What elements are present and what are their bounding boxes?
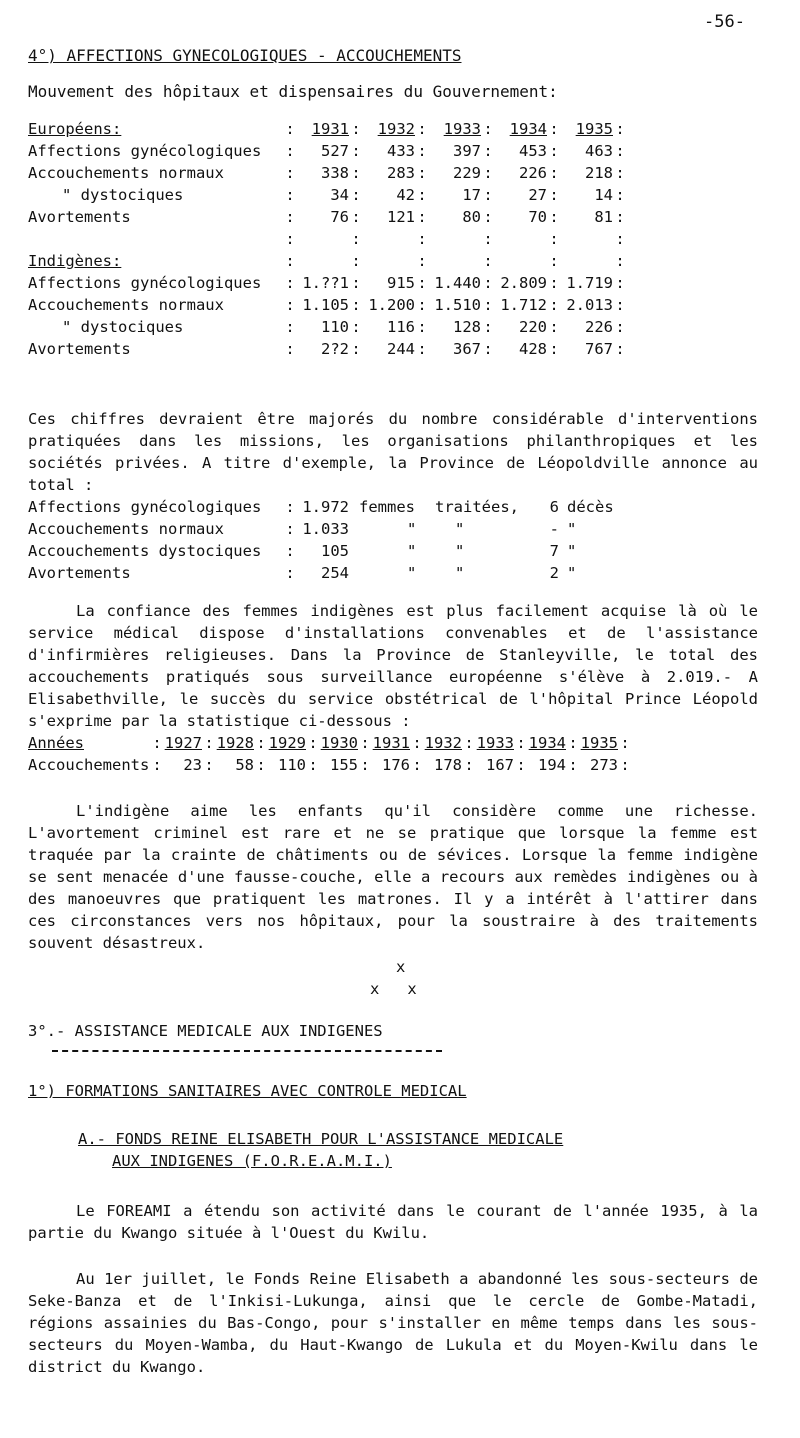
row-label: Accouchements normaux (28, 520, 224, 538)
hospital-statistics-table (28, 118, 627, 360)
table-row: Avortements : 2?2 : 244 : 367 : 428 : 767 : (28, 340, 625, 358)
row-label: Affections gynécologiques (28, 142, 262, 160)
row-label: " dystociques (62, 186, 184, 204)
table-cell: 155 (330, 756, 358, 774)
years-label: Années (28, 734, 84, 752)
table-cell: 2.809 (500, 274, 547, 292)
table-cell: 121 (387, 208, 415, 226)
table-row: Affections gynécologiques : 1.??1 : 915 : 1.440 : 2.809 : 1.719 : (28, 274, 625, 292)
table-cell: 453 (519, 142, 547, 160)
row-label: Accouchements normaux (28, 164, 224, 182)
table-row: " dystociques : 110 : 116 : 128 : 220 : 226 : (28, 316, 627, 338)
table-cell: " (455, 564, 465, 582)
table-row: Accouchements normaux : 1.033 " " - " (28, 518, 614, 540)
paragraph-missions: Ces chiffres devraient être majorés du nombre considérable d'interventions pratiquées dans les missions, les organisations philanthropiques et les sociétés privées. A titre d'exemple, la Province de Léopoldville annonce au total : (28, 410, 758, 494)
table-cell: 220 (519, 318, 547, 336)
table-cell: décès (567, 498, 614, 516)
table-row: Accouchements normaux : 338 : 283 : 229 : 226 : 218 : (28, 164, 625, 182)
row-label: Accouchements (28, 756, 150, 774)
table-cell: " (567, 542, 577, 560)
table-row: Affections gynécologiques : 527 : 433 : 397 : 453 : 463 : (28, 142, 625, 160)
table-cell: 128 (453, 318, 481, 336)
table-cell: 176 (382, 756, 410, 774)
table-cell: 226 (585, 318, 613, 336)
section3-dashed-rule (52, 1050, 442, 1052)
table-cell: 6 (549, 498, 559, 516)
table-cell: 254 (321, 564, 349, 582)
table-header-row: Années : 1927 : 1928 : 1929 : 1930 : 1931 : 1932 : 1933 : 1934 : 1935 : (28, 734, 630, 752)
year-header: 1932 (424, 734, 462, 752)
table-cell: " (455, 520, 465, 538)
table-row: Accouchements normaux : 1.105 : 1.200 : 1.510 : 1.712 : 2.013 : (28, 296, 625, 314)
table-cell: 226 (519, 164, 547, 182)
table-cell: 42 (396, 186, 415, 204)
year-header: 1934 (509, 120, 547, 138)
table-header-row: Européens: : 1931 : 1932 : 1933 : 1934 : 1935 : (28, 120, 625, 138)
row-label: Avortements (28, 340, 131, 358)
table-row: Accouchements : 23 : 58 : 110 : 155 : 176 : 178 : 167 : 194 : 273 : (28, 756, 630, 774)
subA-heading-line2: AUX INDIGENES (F.O.R.E.A.M.I.) (112, 1152, 392, 1170)
table-cell: " (407, 520, 417, 538)
year-header: 1935 (575, 120, 613, 138)
row-label: Avortements (28, 208, 131, 226)
table-spacer-row: : : : : : : (285, 230, 625, 248)
paragraph-abortion: L'indigène aime les enfants qu'il considère comme une richesse. L'avortement criminel est rare et ne se pratique que lorsque la femme est traquée par la crainte de châtiments ou de sévices. Lorsque la femme indigène se sent menacée d'une fausse-couche, elle a recours aux remèdes indigènes ou à des manoeuvres que pratiquent les matrones. Il y a intérêt à l'attirer dans ces circonstances vers nos hôpitaux, pour la soustraire à des traitements souvent désastreux. (28, 802, 758, 952)
table-cell: - (549, 520, 559, 538)
table-cell: 428 (519, 340, 547, 358)
paragraph-fonds-reine: Au 1er juillet, le Fonds Reine Elisabeth a abandonné les sous-secteurs de Seke-Banza et de l'Inkisi-Lukunga, ainsi que le cercle de Gombe-Matadi, régions assainies du Bas-Congo, pour s'installer en même temps dans les sous-secteurs du Moyen-Wamba, du Haut-Kwango de Lukula et du Moyen-Kwilu dans le district du Kwango. (28, 1270, 758, 1376)
table-cell: 80 (462, 208, 481, 226)
table-cell: 1.712 (500, 296, 547, 314)
page-number: -56- (704, 12, 745, 32)
table-cell: 229 (453, 164, 481, 182)
year-header: 1932 (377, 120, 415, 138)
table-cell: 2 (549, 564, 559, 582)
table-cell: 105 (321, 542, 349, 560)
table-cell: 1.440 (434, 274, 481, 292)
sub1-heading: 1°) FORMATIONS SANITAIRES AVEC CONTROLE MEDICAL (28, 1082, 467, 1100)
table-cell: 81 (594, 208, 613, 226)
table-cell: 1.??1 (302, 274, 349, 292)
table-cell: " (407, 564, 417, 582)
section3-heading: 3°.- ASSISTANCE MEDICALE AUX INDIGENES (28, 1022, 383, 1040)
table-cell: 273 (590, 756, 618, 774)
table-cell: 194 (538, 756, 566, 774)
table-cell: 218 (585, 164, 613, 182)
table-cell: 2.013 (566, 296, 613, 314)
table-cell: 1.105 (302, 296, 349, 314)
table-cell: 397 (453, 142, 481, 160)
table-cell: 244 (387, 340, 415, 358)
row-label: Accouchements normaux (28, 296, 224, 314)
table-cell: 70 (528, 208, 547, 226)
table-cell: 463 (585, 142, 613, 160)
europeans-label: Européens: (28, 120, 122, 138)
row-label: Affections gynécologiques (28, 498, 262, 516)
table-cell: 915 (387, 274, 415, 292)
table-cell: 433 (387, 142, 415, 160)
year-header: 1929 (268, 734, 306, 752)
paragraph-confidence: La confiance des femmes indigènes est plus facilement acquise là où le service médical dispose d'installations convenables et de l'assistance d'infirmières religieuses. Dans la Province de Stanleyville, le total des accouchements pratiqués sous surveillance européenne s'élève à 2.019.- A Elisabethville, le succès du service obstétrical de l'hôpital Prince Léopold s'exprime par la statistique ci-dessous : (28, 602, 758, 730)
table-cell: 283 (387, 164, 415, 182)
table-cell: 116 (387, 318, 415, 336)
year-header: 1927 (164, 734, 202, 752)
table-row: Affections gynécologiques : 1.972 femmes traitées, 6 décès (28, 498, 614, 516)
table-row: Avortements : 76 : 121 : 80 : 70 : 81 : (28, 208, 625, 226)
table-cell: 367 (453, 340, 481, 358)
year-header: 1928 (216, 734, 254, 752)
table-cell: 178 (434, 756, 462, 774)
year-header: 1934 (528, 734, 566, 752)
year-header: 1935 (580, 734, 618, 752)
row-label: " dystociques (62, 318, 184, 336)
table-cell: 27 (528, 186, 547, 204)
row-label: Avortements (28, 564, 131, 582)
table-cell: traitées, (435, 498, 519, 516)
table-cell: 7 (549, 542, 559, 560)
table-cell: " (567, 564, 577, 582)
table-cell: " (455, 542, 465, 560)
table-cell: " (407, 542, 417, 560)
year-header: 1933 (476, 734, 514, 752)
row-label: Accouchements dystociques (28, 542, 262, 560)
table-cell: " (567, 520, 577, 538)
paragraph-foreami: Le FOREAMI a étendu son activité dans le courant de l'année 1935, à la partie du Kwango située à l'Ouest du Kwilu. (28, 1202, 758, 1242)
table-cell: 58 (235, 756, 254, 774)
year-header: 1930 (320, 734, 358, 752)
table-cell: 23 (183, 756, 202, 774)
table-row: Accouchements dystociques : 105 " " 7 " (28, 540, 614, 562)
table-cell: 338 (321, 164, 349, 182)
table-cell: 1.200 (368, 296, 415, 314)
table-section-row: Indigènes: : : : : : : (28, 252, 625, 270)
table-cell: 110 (321, 318, 349, 336)
year-header: 1931 (372, 734, 410, 752)
table-cell: 17 (462, 186, 481, 204)
year-header: 1931 (311, 120, 349, 138)
row-label: Affections gynécologiques (28, 274, 262, 292)
table-row: Avortements : 254 " " 2 " (28, 562, 614, 584)
table-cell: 76 (330, 208, 349, 226)
table-cell: 767 (585, 340, 613, 358)
table-row: " dystociques : 34 : 42 : 17 : 27 : 14 : (28, 184, 627, 206)
table-cell: femmes (359, 498, 415, 516)
table-cell: 1.033 (302, 520, 349, 538)
table-cell: 14 (594, 186, 613, 204)
province-totals-table (28, 496, 614, 584)
movement-title: Mouvement des hôpitaux et dispensaires du Gouvernement: (28, 82, 558, 101)
section4-heading: 4°) AFFECTIONS GYNECOLOGIQUES - ACCOUCHEMENTS (28, 46, 462, 65)
table-cell: 110 (278, 756, 306, 774)
table-cell: 2?2 (321, 340, 349, 358)
table-cell: 1.719 (566, 274, 613, 292)
separator-x-bottom: x x (370, 980, 417, 998)
separator-x-top: x (396, 958, 406, 976)
table-cell: 1.510 (434, 296, 481, 314)
table-cell: 34 (330, 186, 349, 204)
subA-heading-line1: A.- FONDS REINE ELISABETH POUR L'ASSISTANCE MEDICALE (78, 1130, 564, 1148)
table-cell: 167 (486, 756, 514, 774)
natives-label: Indigènes: (28, 252, 122, 270)
table-cell: 527 (321, 142, 349, 160)
year-header: 1933 (443, 120, 481, 138)
table-cell: 1.972 (302, 498, 349, 516)
births-by-year-table (28, 732, 632, 776)
